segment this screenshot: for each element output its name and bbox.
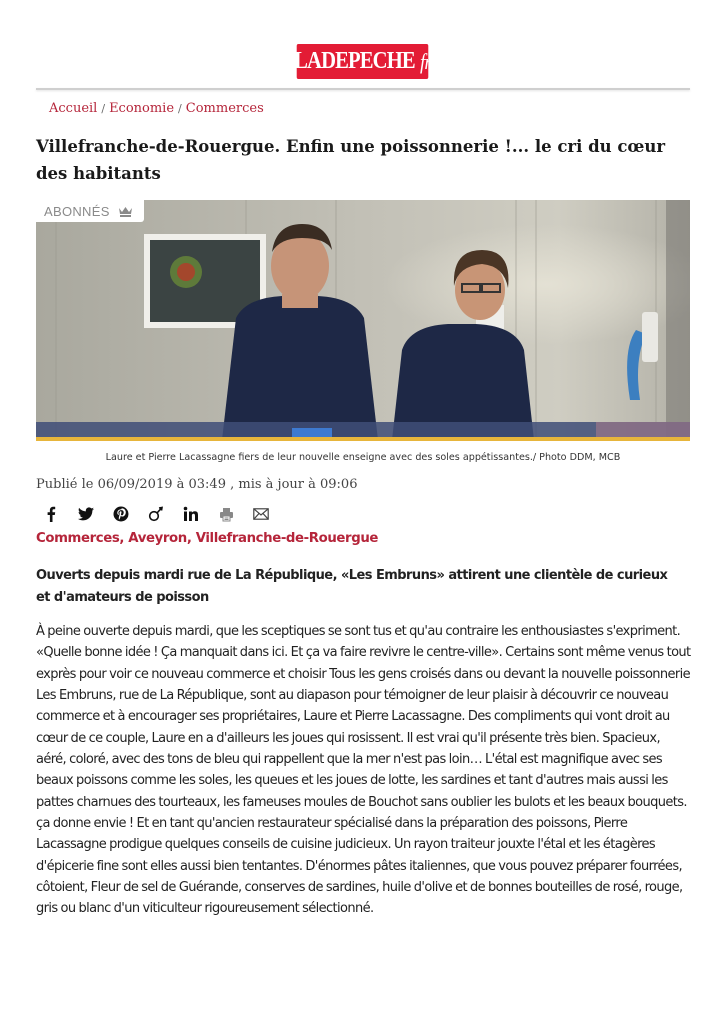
linkedin-icon[interactable]: [180, 503, 202, 525]
tag-separator: ,: [119, 531, 129, 546]
site-logo[interactable]: [294, 44, 431, 79]
share-bar: [40, 503, 285, 525]
photo-accent-bar: [36, 437, 690, 441]
breadcrumb-accueil[interactable]: Accueil: [49, 101, 98, 116]
viadeo-icon[interactable]: [145, 503, 167, 525]
breadcrumb-separator: /: [178, 102, 182, 115]
badge-label: ABONNÉS: [44, 203, 110, 219]
site-header: [0, 0, 724, 92]
twitter-icon[interactable]: [75, 503, 97, 525]
facebook-icon[interactable]: [40, 503, 62, 525]
article-photo[interactable]: [36, 200, 690, 441]
header-divider: [36, 88, 690, 90]
article-tags: [36, 531, 378, 546]
article-lead: Ouverts depuis mardi rue de La République, «Les Embruns» attirent une clientèle de curieux et d'amateurs de poisson: [36, 568, 668, 605]
subscriber-badge: [36, 200, 144, 222]
photo-caption: Laure et Pierre Lacassagne fiers de leur nouvelle enseigne avec des soles appétissantes./ Photo DDM, MCB: [105, 452, 621, 463]
tag-aveyron[interactable]: Aveyron: [128, 531, 187, 546]
tag-villefranche[interactable]: Villefranche-de-Rouergue: [195, 531, 379, 546]
breadcrumb-separator: /: [101, 102, 106, 115]
logo-text: LADEPECHE: [294, 48, 415, 74]
tag-separator: ,: [186, 531, 196, 546]
print-icon[interactable]: [215, 503, 237, 525]
photo-illustration: [36, 200, 690, 441]
email-icon[interactable]: [250, 503, 272, 525]
breadcrumb: [49, 101, 264, 116]
article-body: À peine ouverte depuis mardi, que les sceptiques se sont tus et qu'au contraire les enthousiastes s'expriment. «Quelle bonne idée ! Ça manquait dans ici. Et ça va faire revivre le centre-ville». Certains sont même venus tout exprès pour voir ce nouveau commerce et choisir Tous les gens croisés dans ou devant la nouvelle poissonnerie Les Embruns, rue de La République, sont au diapason pour témoigner de leur plaisir à découvrir ce nouveau commerce et à encourager ses propriétaires, Laure et Pierre Lacassagne. Des compliments qui vont droit au cœur de ce couple, Laure en a d'ailleurs les joues qui rosissent. Il est vrai qu'il présente très bien. Spacieux, aéré, coloré, avec des tons de bleu qui rappellent que la mer n'est pas loin… L'étal est magnifique avec ses beaux poissons comme les soles, les queues et les joues de lotte, les sardines et tant d'autres mais aussi les pattes charnues des tourteaux, les fameuses moules de Bouchot sans oublier les bulots et les beaux bouquets. ça donne envie ! Et en tant qu'ancien restaurateur spécialisé dans la préparation des poissons, Pierre Lacassagne prodigue quelques conseils de cuisine judicieux. Un rayon traiteur jouxte l'étal et les étagères d'épicerie fine sont elles aussi bien tentantes. D'énormes pâtes italiennes, que vous pouvez préparer fourrées, côtoient, Fleur de sel de Guérande, conserves de sardines, huile d'olive et de bonnes bouteilles de rosé, rouge, gris ou blanc d'un viticulteur rigoureusement sélectionné.: [36, 624, 691, 917]
breadcrumb-commerces[interactable]: Commerces: [185, 101, 264, 116]
article-title: Villefranche-de-Rouergue. Enfin une poissonnerie !... le cri du cœur des habitants: [36, 137, 666, 183]
publication-date: Publié le 06/09/2019 à 03:49 , mis à jour à 09:06: [36, 477, 358, 492]
pinterest-icon[interactable]: [110, 503, 132, 525]
crown-icon: [118, 206, 133, 217]
tag-commerces[interactable]: Commerces: [36, 531, 120, 546]
logo-suffix: fr: [419, 48, 431, 74]
breadcrumb-economie[interactable]: Economie: [109, 101, 175, 116]
